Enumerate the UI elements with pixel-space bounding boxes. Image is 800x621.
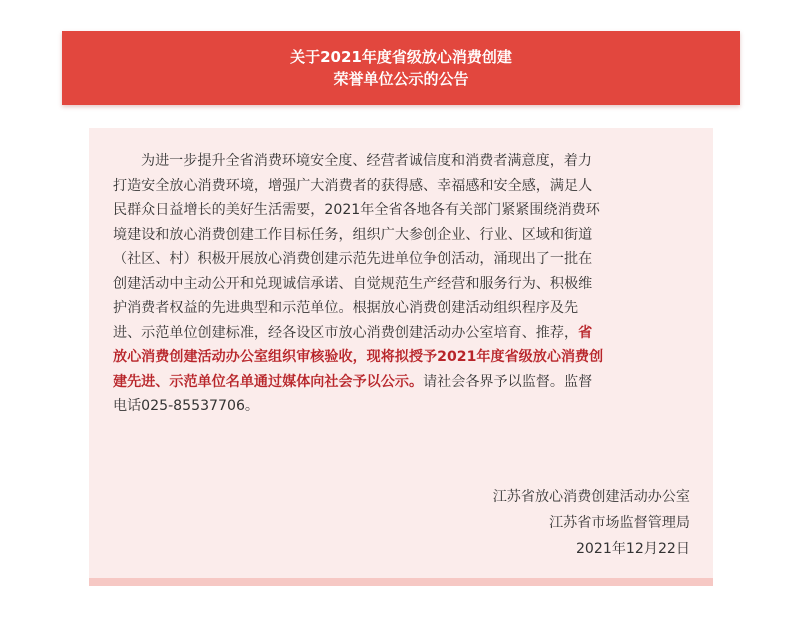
body-text: （社区、村）积极开展放心消费创建示范先进单位争创活动，涌现出了一批在: [113, 251, 593, 267]
body-line: [113, 321, 693, 346]
body-text: 打造安全放心消费环境，增强广大消费者的获得感、幸福感和安全感，满足人: [113, 177, 593, 194]
body-line: [113, 345, 693, 370]
body-text: 护消费者权益的先进典型和示范单位。根据放心消费创建活动组织程序及先: [113, 300, 579, 316]
body-text: 民群众日益增长的美好生活需要，2021年全省各地各有关部门紧紧围绕消费环: [113, 202, 600, 218]
body-line: [113, 174, 693, 199]
body-line: [113, 149, 693, 174]
notice-title-line-2: 荣誉单位公示的公告: [333, 70, 469, 88]
notice-card-bottom-border: [89, 578, 713, 586]
body-text: 电话025-85537706。: [113, 398, 260, 414]
signature-org-2: 江苏省市场监督管理局: [549, 515, 690, 531]
notice-body: [113, 149, 693, 419]
highlighted-text: 省: [578, 324, 593, 341]
highlighted-text: 建先进、示范单位名单通过媒体向社会予以公示。: [113, 373, 424, 390]
body-text: 创建活动中主动公开和兑现诚信承诺、自觉规范生产经营和服务行为、积极维: [113, 275, 593, 292]
body-text: 进、示范单位创建标准，经各设区市放心消费创建活动办公室培育、推荐，: [113, 324, 579, 341]
body-text: 请社会各界予以监督。监督: [423, 373, 593, 390]
body-line: [113, 370, 693, 395]
signature-org-1: 江苏省放心消费创建活动办公室: [492, 489, 690, 505]
notice-title-line-1: 关于2021年度省级放心消费创建: [290, 48, 512, 66]
body-line: [113, 247, 693, 272]
notice-title-banner: [62, 31, 740, 105]
body-line: [113, 394, 693, 419]
signature-date: 2021年12月22日: [575, 541, 690, 557]
body-line: [113, 223, 693, 248]
body-line: [113, 198, 693, 223]
body-line: [113, 272, 693, 297]
body-text: 境建设和放心消费创建工作目标任务，组织广大参创企业、行业、区域和街道: [113, 226, 593, 243]
body-text: 为进一步提升全省消费环境安全度、经营者诚信度和消费者满意度，着力: [141, 153, 592, 169]
highlighted-text: 放心消费创建活动办公室组织审核验收，现将拟授予2021年度省级放心消费创: [113, 349, 604, 365]
body-line: [113, 296, 693, 321]
